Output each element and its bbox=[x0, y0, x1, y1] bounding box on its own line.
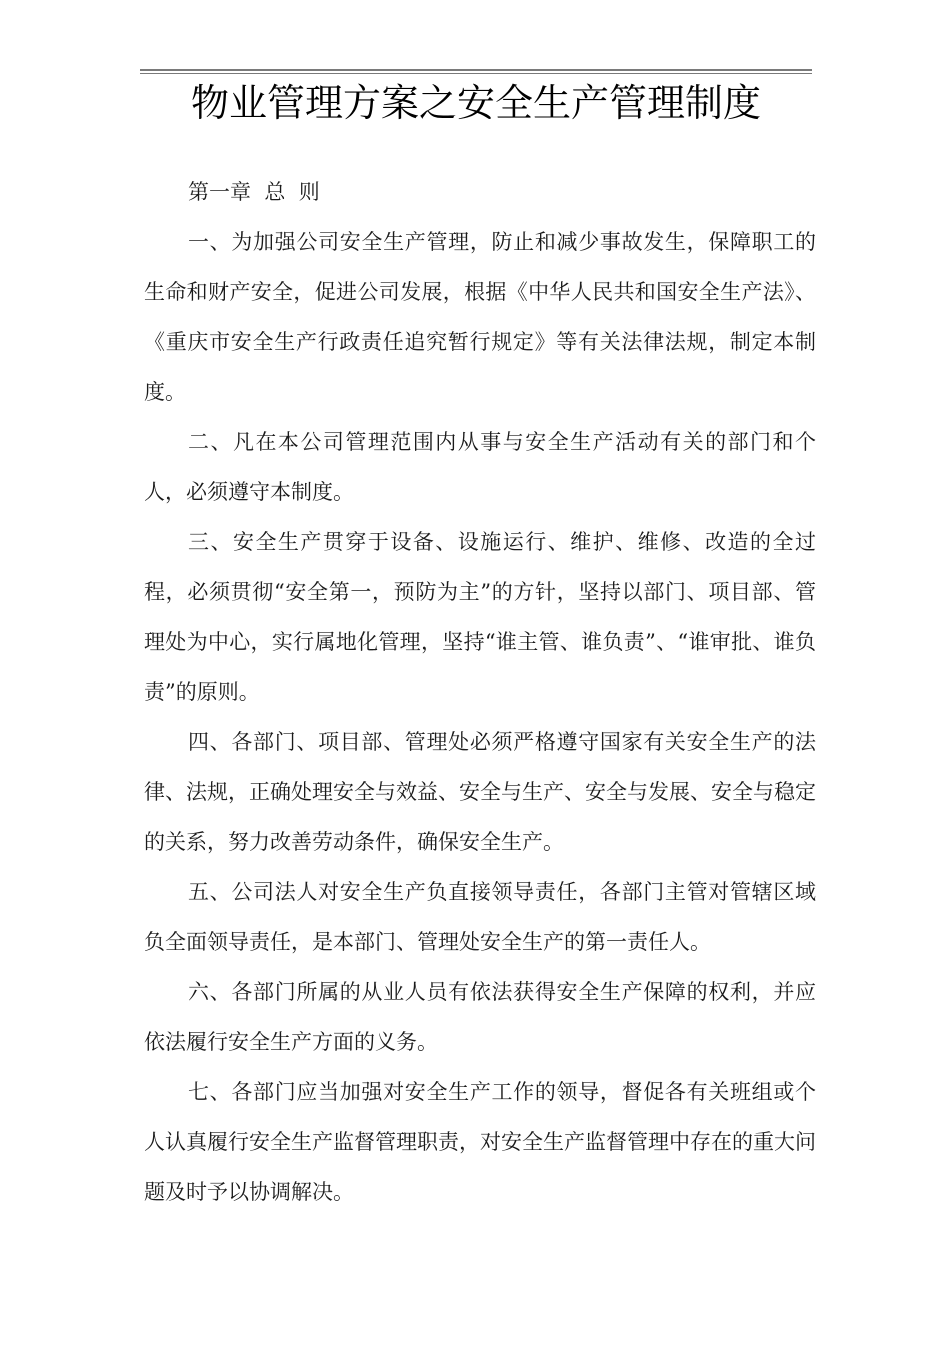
paragraph-1: 一、为加强公司安全生产管理，防止和减少事故发生，保障职工的生命和财产安全，促进公司发展，根据《中华人民共和国安全生产法》、《重庆市安全生产行政责任追究暂行规定》等有关法律法规，制定本制度。 bbox=[144, 230, 816, 404]
paragraph-7: 七、各部门应当加强对安全生产工作的领导，督促各有关班组或个人认真履行安全生产监督管理职责，对安全生产监督管理中存在的重大问题及时予以协调解决。 bbox=[144, 1080, 816, 1204]
paragraph-4: 四、各部门、项目部、管理处必须严格遵守国家有关安全生产的法律、法规，正确处理安全与效益、安全与生产、安全与发展、安全与稳定的关系，努力改善劳动条件，确保安全生产。 bbox=[144, 730, 816, 854]
paragraph-3: 三、安全生产贯穿于设备、设施运行、维护、维修、改造的全过程，必须贯彻“安全第一，预防为主”的方针，坚持以部门、项目部、管理处为中心，实行属地化管理，坚持“谁主管、谁负责”、“谁审批、谁负责”的原则。 bbox=[144, 530, 816, 704]
paragraph-5: 五、公司法人对安全生产负直接领导责任，各部门主管对管辖区域负全面领导责任，是本部门、管理处安全生产的第一责任人。 bbox=[144, 880, 816, 954]
document-title: 物业管理方案之安全生产管理制度 bbox=[190, 81, 761, 125]
document-body bbox=[144, 167, 816, 1217]
paragraph-2: 二、凡在本公司管理范围内从事与安全生产活动有关的部门和个人，必须遵守本制度。 bbox=[144, 430, 816, 504]
header-rule bbox=[140, 69, 812, 74]
chapter-heading: 第一章 总 则 bbox=[188, 180, 320, 204]
paragraph-6: 六、各部门所属的从业人员有依法获得安全生产保障的权利，并应依法履行安全生产方面的义务。 bbox=[144, 980, 816, 1054]
